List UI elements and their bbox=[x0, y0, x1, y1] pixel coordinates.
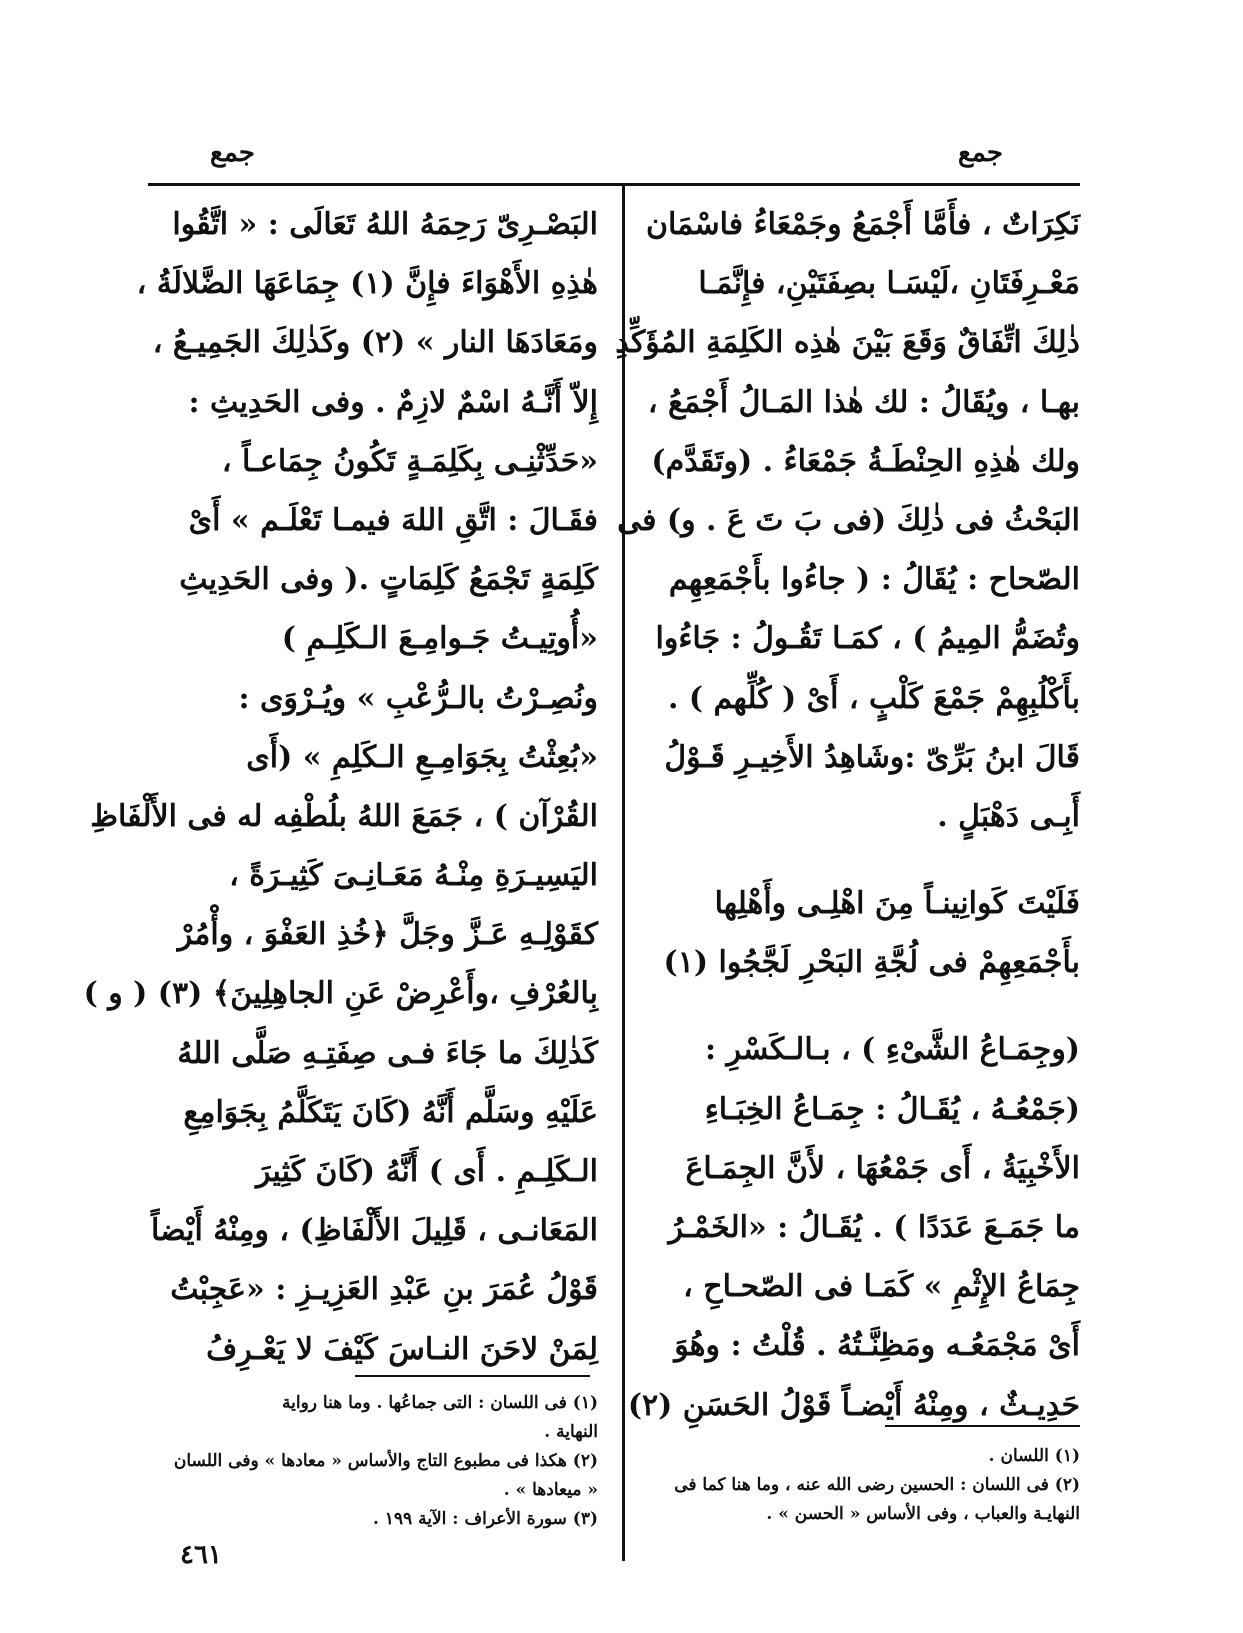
text-line: «حَدِّثْنِـى بِكَلِمَـةٍ تَكُونُ جِمَاعـاً ، bbox=[221, 443, 598, 479]
text-line: ولك هٰذِهِ الحِنْطَـةُ جَمْعَاءُ . (وتَقَدَّم) bbox=[651, 443, 1080, 479]
left-column bbox=[83, 195, 598, 1379]
text-line: لِمَنْ لاحَنَ النـاسَ كَيْفَ لا يَعْـرِفُ bbox=[206, 1331, 598, 1367]
footnote: (١) اللسان . bbox=[988, 1446, 1080, 1466]
text-line: «بُعِثْتُ بِجَوَامِـعِ الـكَلِمِ » (أَى bbox=[246, 739, 598, 775]
footnote: (٣) سورة الأعراف : الآية ١٩٩ . bbox=[372, 1509, 598, 1529]
footnote: (١) فى اللسان : التى جماعُها . وما هنا رواية bbox=[282, 1393, 598, 1413]
footnote: (٢) فى اللسان : الحسين رضى الله عنه ، وما هنا كما فى bbox=[674, 1475, 1080, 1495]
footnote: (٢) هكذا فى مطبوع التاج والأساس « معادها » وفى اللسان bbox=[173, 1451, 598, 1471]
footnote: « ميعادها » . bbox=[503, 1480, 598, 1500]
header-rule bbox=[148, 183, 1080, 186]
footnotes-right bbox=[640, 1443, 1080, 1530]
text-line: الـكَلِـمِ . أَى ) أَنَّهُ (كَانَ كَثِيرَ bbox=[256, 1154, 598, 1189]
verse-line: بأَجْمَعِهِمْ فى لُجَّةِ البَحْرِ لَجَّجُوا (١) bbox=[663, 945, 1080, 981]
verse-line: فَلَيْتَ كَوانِينـاً مِنَ اهْلِـى وأَهْلِها bbox=[714, 886, 1080, 922]
spacer bbox=[640, 992, 1080, 1020]
footnote: النهايـة والعباب ، وفى الأساس « الحسن » . bbox=[766, 1504, 1080, 1524]
footnote-rule-left bbox=[355, 1375, 590, 1377]
text-line: البَصْـرِىّ رَحِمَهُ اللهُ تَعَالَى : « اتَّقُوا bbox=[172, 207, 598, 242]
text-line: هٰذِهِ الأَهْوَاءَ فإِنَّ (١) جِمَاعَهَا الضَّلالَةُ ، bbox=[136, 266, 598, 302]
column-divider bbox=[622, 186, 625, 1561]
text-line: ونُصِـرْتُ بالـرُّعْبِ » ويُـرْوَى : bbox=[238, 680, 598, 716]
text-line: ما جَمَـعَ عَدَدًا ) . يُقَـالُ : «الخَمْـرُ bbox=[668, 1210, 1080, 1245]
footnotes-left bbox=[148, 1390, 598, 1535]
text-line: فقَـالَ : اتَّقِ اللهَ فيمـا تَعْلَـم » أَىْ bbox=[188, 502, 598, 538]
text-line: الأَخْبِيَةُ ، أَى جَمْعُهَا ، لأَنَّ الجِمَـاعَ bbox=[685, 1150, 1080, 1186]
text-line: حَدِيـثٌ ، ومِنْهُ أَيْضـاً قَوْلُ الحَسَنِ (٢) bbox=[627, 1387, 1080, 1423]
text-line: اليَسِيـرَةِ مِنْـهُ مَعَـانِـىَ كَثِيـرَةً ، bbox=[229, 858, 598, 894]
text-line: وتُضَمُّ المِيمُ ) ، كمَـا تَقُـولُ : جَاءُوا bbox=[655, 621, 1080, 657]
text-line: الصّحاح : يُقَالُ : ( جاءُوا بأَجْمَعِهِم bbox=[668, 562, 1080, 598]
text-line: (وجِمَـاعُ الشَّىْءِ ) ، بـالـكَسْرِ : bbox=[704, 1032, 1080, 1068]
text-line: أَبِـى دَهْبَلٍ . bbox=[937, 798, 1080, 834]
text-line: جِمَاعُ الإِثْمِ » كَمَـا فى الصّحـاحِ ، bbox=[683, 1269, 1080, 1305]
text-line: كَلِمَةٍ تَجْمَعُ كَلِمَاتٍ .( وفى الحَدِيثِ bbox=[179, 562, 598, 598]
text-line: بأَكْلُبِهِمْ جَمْعَ كَلْبٍ ، أَىْ ( كُلِّهم ) . bbox=[668, 680, 1080, 716]
spacer bbox=[640, 846, 1080, 874]
text-line: «أُوتِيـتُ جَـوامِـعَ الـكَلِـمِ ) bbox=[281, 621, 598, 657]
footnote: النهاية . bbox=[544, 1422, 598, 1442]
text-line: ومَعَادَهَا النار » (٢) وكَذٰلِكَ الجَمِيـعُ ، bbox=[152, 325, 598, 361]
running-head-right: جمع bbox=[958, 138, 1003, 168]
text-line: البَحْثُ فى ذٰلِكَ (فى بَ تَ عَ . و) فى bbox=[617, 502, 1080, 538]
text-line: نَكِرَاتٌ ، فأَمَّا أَجْمَعُ وجَمْعَاءُ فاسْمَان bbox=[645, 207, 1080, 242]
text-line: قَالَ ابنُ بَرِّىّ :وشَاهِدُ الأَخِيـرِ قَـوْلُ bbox=[664, 739, 1080, 775]
text-line: قَوْلُ عُمَرَ بنِ عَبْدِ العَزِيـزِ : «عَجِبْتُ bbox=[170, 1272, 598, 1308]
text-line: كقَوْلِـهِ عَـزَّ وجَلَّ ﴿خُذِ العَفْوَ ، وأْمُرْ bbox=[177, 917, 598, 953]
text-line: أَىْ مَجْمَعُـه ومَظِنَّـتُهُ . قُلْتُ : وهُوَ bbox=[674, 1328, 1080, 1364]
text-line: القُرْآن ) ، جَمَعَ اللهُ بلُطْفِه له فى الأَلْفَاظِ bbox=[90, 798, 598, 834]
page-number: ٤٦١ bbox=[180, 1540, 222, 1570]
text-line: عَلَيْهِ وسَلَّم أَنَّهُ (كَانَ يَتَكَلَّمُ بِجَوَامِعِ bbox=[183, 1094, 598, 1130]
right-column bbox=[615, 195, 1080, 1435]
text-line: كَذٰلِكَ ما جَاءَ فـى صِفَتِـهِ صَلَّى اللهُ bbox=[177, 1035, 598, 1071]
text-line: بِالعُرْفِ ،وأَعْرِضْ عَنِ الجاهِلِينَ﴾ (٣) ( و ) bbox=[83, 976, 598, 1012]
text-line: ذٰلِكَ اتِّفَاقٌ وَقَعَ بَيْنَ هٰذِه الكَلِمَةِ المُؤَكِّدِ bbox=[615, 325, 1080, 361]
text-line: بهـا ، ويُقَالُ : لك هٰذا المَـالُ أَجْمَعُ ، bbox=[647, 384, 1080, 420]
text-line: إِلاّ أَنَّـهُ اسْمٌ لازِمٌ . وفى الحَدِيثِ : bbox=[188, 384, 598, 420]
text-line: (جَمْعُـهُ ، يُقَـالُ : جِمَـاعُ الخِبَـاءِ bbox=[704, 1091, 1080, 1127]
footnote-rule-right bbox=[885, 1425, 1080, 1427]
text-line: مَعْـرِفَتَانِ ،لَيْسَـا بصِفَتَيْنِ، فإِنَّمَـا bbox=[698, 266, 1080, 302]
running-head-left: جمع bbox=[210, 138, 255, 168]
text-line: المَعَانـى ، قَلِيلَ الأَلْفَاظِ) ، ومِنْهُ أَيْضاً bbox=[150, 1213, 598, 1249]
